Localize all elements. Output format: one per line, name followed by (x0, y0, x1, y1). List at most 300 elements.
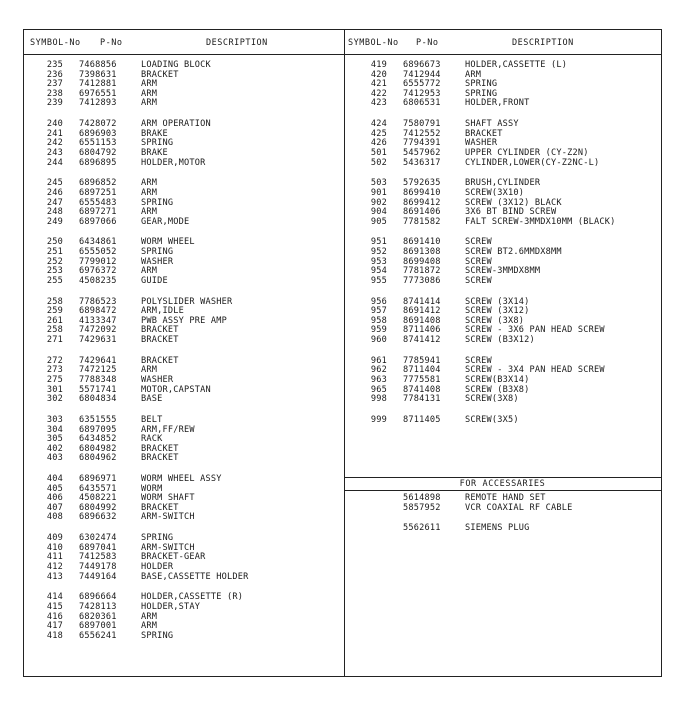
part-row (26, 366, 336, 376)
part-description: SPRING (141, 533, 174, 544)
part-no: 6351555 (79, 414, 117, 425)
part-no: 7428072 (79, 119, 117, 130)
part-description: HOLDER,CASSETTE (L) (465, 60, 568, 70)
part-description: SCREW - 3X4 PAN HEAD SCREW (465, 365, 605, 376)
part-no: 6897095 (79, 424, 117, 435)
header-symbol: SYMBOL-No (30, 38, 81, 48)
part-description: BRACKET (465, 128, 503, 139)
part-row (26, 357, 336, 367)
part-description: HOLDER,MOTOR (141, 157, 206, 168)
part-description: BRACKET (141, 355, 179, 366)
part-row (26, 553, 336, 563)
part-row (26, 218, 336, 228)
part-row (26, 71, 336, 81)
right-parts-column (350, 61, 660, 437)
symbol-no: 258 (46, 296, 63, 307)
part-no: 8741408 (403, 384, 441, 395)
part-description: BRAKE (141, 147, 168, 158)
part-row (26, 189, 336, 199)
symbol-no (350, 494, 387, 504)
symbol-no: 962 (370, 365, 387, 376)
part-no: 7472092 (79, 325, 117, 336)
part-no: 7786523 (79, 296, 117, 307)
part-no: 6897251 (79, 187, 117, 198)
symbol-no: 246 (46, 187, 63, 198)
symbol-no: 258 (46, 325, 63, 336)
part-row (26, 435, 336, 445)
part-no: 6434861 (79, 237, 117, 248)
part-description: SCREW (B3X12) (465, 335, 535, 345)
part-description: ARM OPERATION (141, 119, 211, 130)
symbol-no (350, 524, 387, 534)
symbol-no: 261 (46, 315, 63, 326)
symbol-no: 255 (46, 275, 63, 286)
part-no: 6551153 (79, 138, 117, 149)
part-no: 6896673 (403, 60, 441, 70)
part-group (26, 475, 336, 523)
part-row (26, 99, 336, 109)
part-no: 5857952 (403, 502, 441, 513)
part-row (26, 90, 336, 100)
symbol-no: 301 (46, 384, 63, 395)
part-group (26, 298, 336, 346)
part-group (350, 494, 660, 513)
part-no: 7773086 (403, 275, 441, 286)
part-no: 7785941 (403, 355, 441, 366)
part-no: 8711406 (403, 325, 441, 336)
symbol-no: 271 (46, 335, 63, 345)
header-pno-right: P-No (416, 38, 439, 48)
part-description: POLYSLIDER WASHER (141, 296, 233, 307)
part-description: WORM WHEEL ASSY (141, 474, 222, 485)
symbol-no: 963 (370, 374, 387, 385)
symbol-no: 502 (370, 157, 387, 168)
part-description: SCREW (3X14) (465, 296, 530, 307)
part-description: SIEMENS PLUG (465, 523, 530, 534)
part-description: SCREW (3X12) (465, 306, 530, 317)
symbol-no: 237 (46, 79, 63, 90)
part-description: SCREW(3X10) (465, 187, 525, 198)
symbol-no: 426 (370, 138, 387, 149)
symbol-no: 959 (370, 325, 387, 336)
part-description: ARM (141, 187, 158, 198)
part-description: SCREW (B3X8) (465, 384, 530, 395)
part-description: SHAFT ASSY (465, 119, 519, 130)
symbol-no: 951 (370, 237, 387, 248)
symbol-no: 235 (46, 60, 63, 70)
part-description: SCREW - 3X6 PAN HEAD SCREW (465, 325, 605, 336)
part-description: ARM-SWITCH (141, 512, 195, 523)
part-description: BRACKET (141, 443, 179, 454)
part-no: 6897001 (79, 621, 117, 632)
part-no: 6820361 (79, 611, 117, 622)
part-row (26, 386, 336, 396)
symbol-no: 249 (46, 216, 63, 227)
part-no: 7775581 (403, 374, 441, 385)
symbol-no: 302 (46, 394, 63, 405)
part-no: 7429631 (79, 335, 117, 345)
symbol-no: 273 (46, 365, 63, 376)
symbol-no: 998 (370, 394, 387, 405)
symbol-no: 501 (370, 147, 387, 158)
part-no: 4508221 (79, 493, 117, 504)
symbol-no: 259 (46, 306, 63, 317)
part-no: 7429641 (79, 355, 117, 366)
accessories-rule-top (344, 477, 661, 478)
symbol-no: 425 (370, 128, 387, 139)
part-no: 8711405 (403, 414, 441, 425)
part-row (26, 395, 336, 405)
symbol-no: 960 (370, 335, 387, 345)
part-row (26, 426, 336, 436)
part-no: 5562611 (403, 523, 441, 534)
part-group (350, 238, 660, 286)
part-description: FALT SCREW-3MMDX10MM (BLACK) (465, 216, 616, 227)
symbol-no: 251 (46, 247, 63, 258)
part-description: WORM WHEEL (141, 237, 195, 248)
symbol-no: 953 (370, 256, 387, 267)
part-no: 6555052 (79, 247, 117, 258)
symbol-no: 902 (370, 197, 387, 208)
part-no: 7468856 (79, 60, 117, 70)
part-no: 6896852 (79, 178, 117, 189)
symbol-no: 416 (46, 611, 63, 622)
part-row (26, 326, 336, 336)
part-no: 8691406 (403, 207, 441, 218)
symbol-no: 957 (370, 306, 387, 317)
part-no: 6896664 (79, 592, 117, 603)
part-row (26, 139, 336, 149)
symbol-no: 240 (46, 119, 63, 130)
part-description: SCREW (3X12) BLACK (465, 197, 562, 208)
symbol-no: 405 (46, 483, 63, 494)
part-group (350, 524, 660, 534)
part-description: BRACKET (141, 453, 179, 464)
symbol-no: 418 (46, 630, 63, 641)
part-row (350, 218, 660, 228)
part-description: SPRING (465, 79, 498, 90)
part-description: SCREW-3MMDX8MM (465, 266, 541, 277)
part-no: 7412881 (79, 79, 117, 90)
part-row (26, 622, 336, 632)
part-description: WASHER (465, 138, 498, 149)
symbol-no: 250 (46, 237, 63, 248)
part-row (26, 603, 336, 613)
symbol-no: 419 (370, 60, 387, 70)
part-description: HOLDER (141, 562, 174, 573)
part-description: SPRING (141, 630, 174, 641)
parts-list-sheet (23, 29, 662, 677)
part-group (26, 593, 336, 641)
part-no: 7781872 (403, 266, 441, 277)
part-description: WORM SHAFT (141, 493, 195, 504)
part-row (26, 199, 336, 209)
symbol-no: 414 (46, 592, 63, 603)
part-row (26, 573, 336, 583)
symbol-no: 411 (46, 552, 63, 563)
part-description: SPRING (141, 138, 174, 149)
part-group (350, 120, 660, 168)
symbol-no: 304 (46, 424, 63, 435)
symbol-no: 243 (46, 147, 63, 158)
part-row (26, 159, 336, 169)
symbol-no: 404 (46, 474, 63, 485)
symbol-no: 413 (46, 571, 63, 582)
part-description: LOADING BLOCK (141, 60, 211, 70)
symbol-no: 965 (370, 384, 387, 395)
part-description: ARM (141, 207, 158, 218)
part-no: 6804982 (79, 443, 117, 454)
part-no: 5792635 (403, 178, 441, 189)
symbol-no: 403 (46, 453, 63, 464)
part-row (26, 336, 336, 346)
part-description: BRACKET-GEAR (141, 552, 206, 563)
part-row (26, 613, 336, 623)
part-no: 6555772 (403, 79, 441, 90)
part-row (350, 80, 660, 90)
part-description: SCREW(3X5) (465, 414, 519, 425)
part-row (26, 238, 336, 248)
part-row (350, 416, 660, 426)
accessories-column (350, 494, 660, 545)
column-divider (344, 30, 345, 676)
symbol-no: 415 (46, 602, 63, 612)
symbol-no: 417 (46, 621, 63, 632)
part-no: 8691412 (403, 306, 441, 317)
part-no: 8691308 (403, 247, 441, 258)
part-no: 6976551 (79, 88, 117, 99)
part-row (350, 524, 660, 534)
part-row (350, 395, 660, 405)
part-description: SCREW (3X8) (465, 315, 525, 326)
symbol-no: 244 (46, 157, 63, 168)
part-no: 8741414 (403, 296, 441, 307)
part-group (350, 179, 660, 227)
part-description: SPRING (141, 247, 174, 258)
part-group (26, 120, 336, 168)
part-description: BASE (141, 394, 163, 405)
header-rule (24, 54, 661, 55)
part-row (350, 504, 660, 514)
accessories-title: FOR ACCESSARIES (459, 479, 546, 489)
part-description: BRACKET (141, 335, 179, 345)
part-no: 8691408 (403, 315, 441, 326)
symbol-no: 275 (46, 374, 63, 385)
symbol-no: 303 (46, 414, 63, 425)
part-description: GUIDE (141, 275, 168, 286)
part-row (350, 336, 660, 346)
symbol-no: 247 (46, 197, 63, 208)
symbol-no: 905 (370, 216, 387, 227)
part-row (26, 494, 336, 504)
part-description: ARM (141, 88, 158, 99)
part-group (26, 416, 336, 464)
part-row (350, 248, 660, 258)
part-no: 7412893 (79, 98, 117, 109)
part-description: ARM (141, 611, 158, 622)
part-no: 6555483 (79, 197, 117, 208)
part-row (26, 179, 336, 189)
part-no: 4133347 (79, 315, 117, 326)
part-no: 7580791 (403, 119, 441, 130)
symbol-no: 904 (370, 207, 387, 218)
part-description: BRACKET (141, 502, 179, 513)
part-description: BRUSH,CYLINDER (465, 178, 541, 189)
part-no: 8699410 (403, 187, 441, 198)
part-group (26, 61, 336, 109)
part-group (350, 357, 660, 405)
symbol-no: 412 (46, 562, 63, 573)
part-row (26, 454, 336, 464)
symbol-no: 402 (46, 443, 63, 454)
part-description: SCREW (465, 275, 492, 286)
part-no: 4508235 (79, 275, 117, 286)
part-description: RACK (141, 434, 163, 445)
symbol-no: 252 (46, 256, 63, 267)
symbol-no: 954 (370, 266, 387, 277)
part-row (26, 61, 336, 71)
part-row (26, 120, 336, 130)
part-no: 6976372 (79, 266, 117, 277)
header-description: DESCRIPTION (206, 38, 268, 48)
part-description: ARM (465, 69, 482, 80)
part-no: 7449178 (79, 562, 117, 573)
part-description: SCREW(B3X14) (465, 374, 530, 385)
part-description: GEAR,MODE (141, 216, 190, 227)
symbol-no: 999 (370, 414, 387, 425)
symbol-no: 423 (370, 98, 387, 109)
part-description: SCREW(3X8) (465, 394, 519, 405)
part-no: 7781582 (403, 216, 441, 227)
part-no: 7449164 (79, 571, 117, 582)
part-no: 8711404 (403, 365, 441, 376)
part-no: 6804962 (79, 453, 117, 464)
part-description: HOLDER,STAY (141, 602, 201, 612)
part-no: 6435571 (79, 483, 117, 494)
part-row (350, 61, 660, 71)
part-row (26, 258, 336, 268)
symbol-no: 420 (370, 69, 387, 80)
part-row (26, 632, 336, 642)
symbol-no: 238 (46, 88, 63, 99)
part-no: 7799012 (79, 256, 117, 267)
part-description: VCR COAXIAL RF CABLE (465, 502, 573, 513)
part-no: 8741412 (403, 335, 441, 345)
part-no: 7794391 (403, 138, 441, 149)
symbol-no: 961 (370, 355, 387, 366)
part-no: 6804792 (79, 147, 117, 158)
symbol-no: 245 (46, 178, 63, 189)
part-no: 6896632 (79, 512, 117, 523)
left-parts-column (26, 61, 336, 653)
part-no: 6804834 (79, 394, 117, 405)
symbol-no: 407 (46, 502, 63, 513)
symbol-no: 503 (370, 178, 387, 189)
part-row (26, 80, 336, 90)
part-group (26, 238, 336, 286)
part-description: BRACKET (141, 325, 179, 336)
part-no: 7412944 (403, 69, 441, 80)
part-description: MOTOR,CAPSTAN (141, 384, 211, 395)
header-symbol-right: SYMBOL-No (348, 38, 399, 48)
part-no: 7398631 (79, 69, 117, 80)
part-description: CYLINDER,LOWER(CY-Z2NC-L) (465, 157, 600, 168)
part-description: SPRING (141, 197, 174, 208)
part-row (26, 513, 336, 523)
part-row (26, 267, 336, 277)
part-row (350, 267, 660, 277)
part-description: ARM-SWITCH (141, 542, 195, 553)
part-no: 5614898 (403, 493, 441, 503)
symbol-no: 272 (46, 355, 63, 366)
part-group (350, 298, 660, 346)
part-no: 7472125 (79, 365, 117, 376)
part-no: 7784131 (403, 394, 441, 405)
symbol-no: 956 (370, 296, 387, 307)
part-description: HOLDER,FRONT (465, 98, 530, 109)
part-no: 7412953 (403, 88, 441, 99)
part-description: SCREW BT2.6MMDX8MM (465, 247, 562, 258)
part-no: 6896903 (79, 128, 117, 139)
part-description: ARM (141, 621, 158, 632)
part-description: 3X6 BT BIND SCREW (465, 207, 557, 218)
part-no: 6897066 (79, 216, 117, 227)
symbol-no (350, 504, 387, 514)
symbol-no: 955 (370, 275, 387, 286)
part-no: 7412583 (79, 552, 117, 563)
symbol-no: 424 (370, 119, 387, 130)
symbol-no: 253 (46, 266, 63, 277)
part-no: 7428113 (79, 602, 117, 612)
part-row (26, 248, 336, 258)
symbol-no: 408 (46, 512, 63, 523)
part-row (350, 159, 660, 169)
part-no: 6896895 (79, 157, 117, 168)
symbol-no: 406 (46, 493, 63, 504)
part-description: ARM (141, 266, 158, 277)
part-no: 6897271 (79, 207, 117, 218)
symbol-no: 242 (46, 138, 63, 149)
part-no: 6896971 (79, 474, 117, 485)
part-description: ARM,IDLE (141, 306, 184, 317)
part-row (26, 445, 336, 455)
part-row (350, 71, 660, 81)
part-row (350, 277, 660, 287)
part-no: 8691410 (403, 237, 441, 248)
part-no: 8699408 (403, 256, 441, 267)
symbol-no: 422 (370, 88, 387, 99)
part-no: 8699412 (403, 197, 441, 208)
symbol-no: 239 (46, 98, 63, 109)
part-row (26, 130, 336, 140)
symbol-no: 410 (46, 542, 63, 553)
part-no: 7788348 (79, 374, 117, 385)
part-description: ARM (141, 365, 158, 376)
part-no: 5457962 (403, 147, 441, 158)
part-group (26, 534, 336, 582)
symbol-no: 248 (46, 207, 63, 218)
part-description: SCREW (465, 237, 492, 248)
part-group (26, 357, 336, 405)
part-description: WASHER (141, 374, 174, 385)
part-no: 6556241 (79, 630, 117, 641)
part-description: BRACKET (141, 69, 179, 80)
part-row (26, 317, 336, 327)
part-no: 6302474 (79, 533, 117, 544)
part-no: 6804992 (79, 502, 117, 513)
part-row (350, 120, 660, 130)
part-row (26, 475, 336, 485)
